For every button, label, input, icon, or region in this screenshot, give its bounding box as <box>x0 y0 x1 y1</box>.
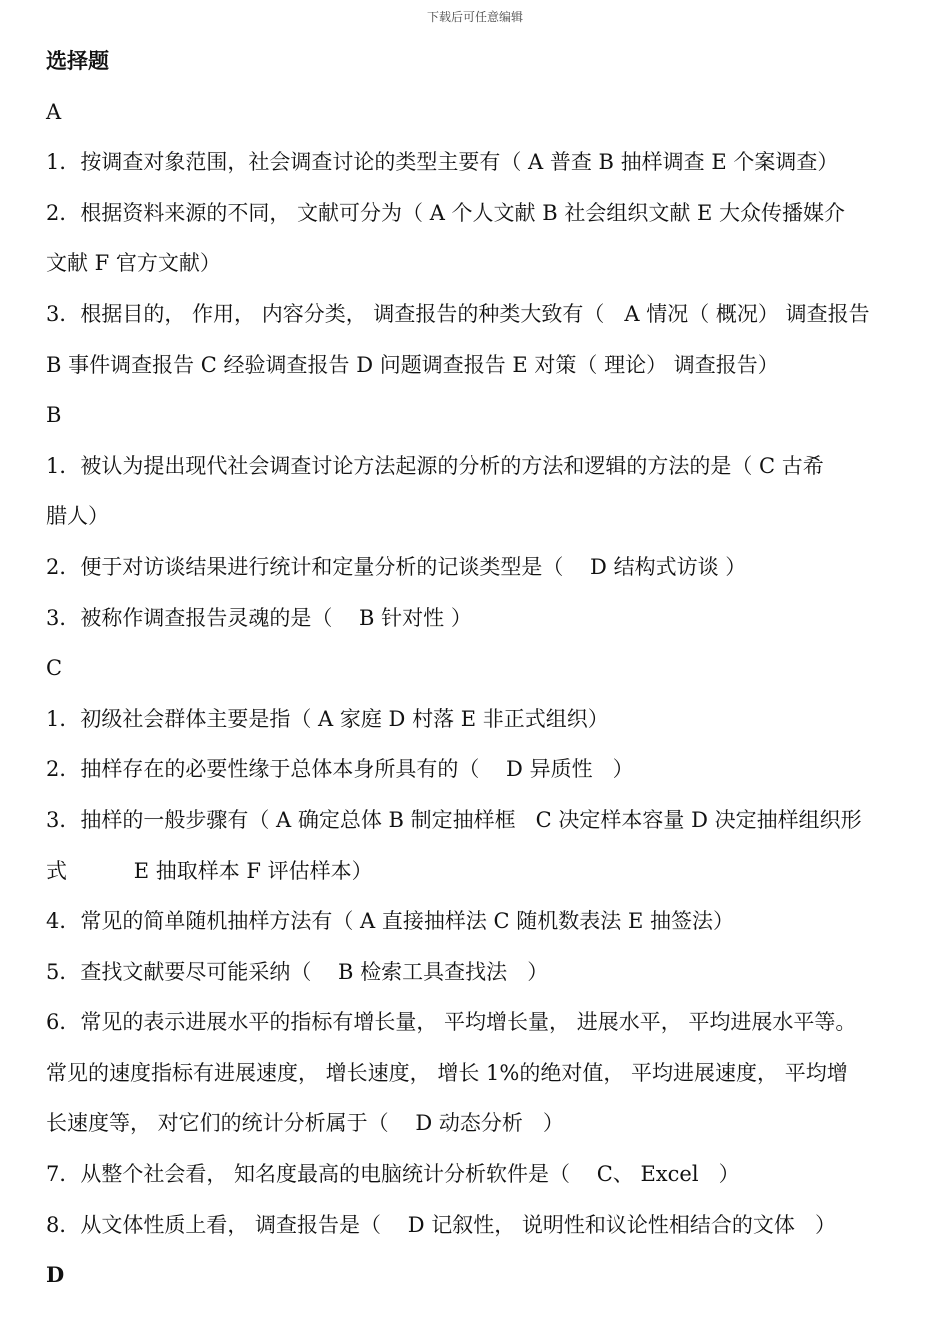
question-c6-continued-2: 长速度等， 对它们的统计分析属于（ D 动态分析 ） <box>46 1111 564 1136</box>
question-a1: 1．按调查对象范围，社会调查讨论的类型主要有（ A 普查 B 抽样调查 E 个案调查） <box>46 150 839 175</box>
document-body <box>46 36 926 1301</box>
page-title: 选择题 <box>46 49 109 73</box>
question-b2: 2．便于对访谈结果进行统计和定量分析的记谈类型是（ D 结构式访谈 ） <box>46 554 747 579</box>
section-heading-c: C <box>46 656 63 681</box>
page-header: 下载后可任意编辑 <box>426 10 523 24</box>
question-b1-continued: 腊人） <box>46 504 109 529</box>
question-c7: 7．从整个社会看， 知名度最高的电脑统计分析软件是（ C、 Excel ） <box>46 1162 740 1187</box>
question-c8: 8．从文体性质上看， 调查报告是（ D 记叙性， 说明性和议论性相结合的文体 ） <box>46 1212 836 1237</box>
question-a2-continued: 文献 F 官方文献） <box>46 251 221 276</box>
section-heading-a: A <box>46 99 62 124</box>
question-c3-continued: 式 E 抽取样本 F 评估样本） <box>46 858 373 883</box>
question-c1: 1．初级社会群体主要是指（ A 家庭 D 村落 E 非正式组织） <box>46 706 609 731</box>
question-c5: 5．查找文献要尽可能采纳（ B 检索工具查找法 ） <box>46 959 549 984</box>
question-c4: 4．常见的简单随机抽样方法有（ A 直接抽样法 C 随机数表法 E 抽签法） <box>46 909 734 934</box>
question-a3-continued: B 事件调查报告 C 经验调查报告 D 问题调查报告 E 对策（ 理论） 调查报告） <box>46 352 779 377</box>
question-b1: 1．被认为提出现代社会调查讨论方法起源的分析的方法和逻辑的方法的是（ C 古希 <box>46 453 824 478</box>
question-c2: 2．抽样存在的必要性缘于总体本身所具有的（ D 异质性 ） <box>46 757 634 782</box>
question-c6-continued-1: 常见的速度指标有进展速度， 增长速度， 增长 1%的绝对值， 平均进展速度， 平均增 <box>46 1060 848 1085</box>
section-heading-d: D <box>46 1262 65 1288</box>
question-a2: 2．根据资料来源的不同， 文献可分为（ A 个人文献 B 社会组织文献 E 大众传播媒介 <box>46 200 846 225</box>
section-heading-b: B <box>46 403 62 428</box>
question-a3: 3．根据目的， 作用， 内容分类， 调查报告的种类大致有（ A 情况（ 概况） 调查报告 <box>46 301 870 326</box>
question-b3: 3．被称作调查报告灵魂的是（ B 针对性 ） <box>46 605 472 630</box>
question-c3: 3．抽样的一般步骤有（ A 确定总体 B 制定抽样框 C 决定样本容量 D 决定抽样组织形 <box>46 807 862 832</box>
question-c6: 6．常见的表示进展水平的指标有增长量， 平均增长量， 进展水平， 平均进展水平等。 <box>46 1010 857 1035</box>
